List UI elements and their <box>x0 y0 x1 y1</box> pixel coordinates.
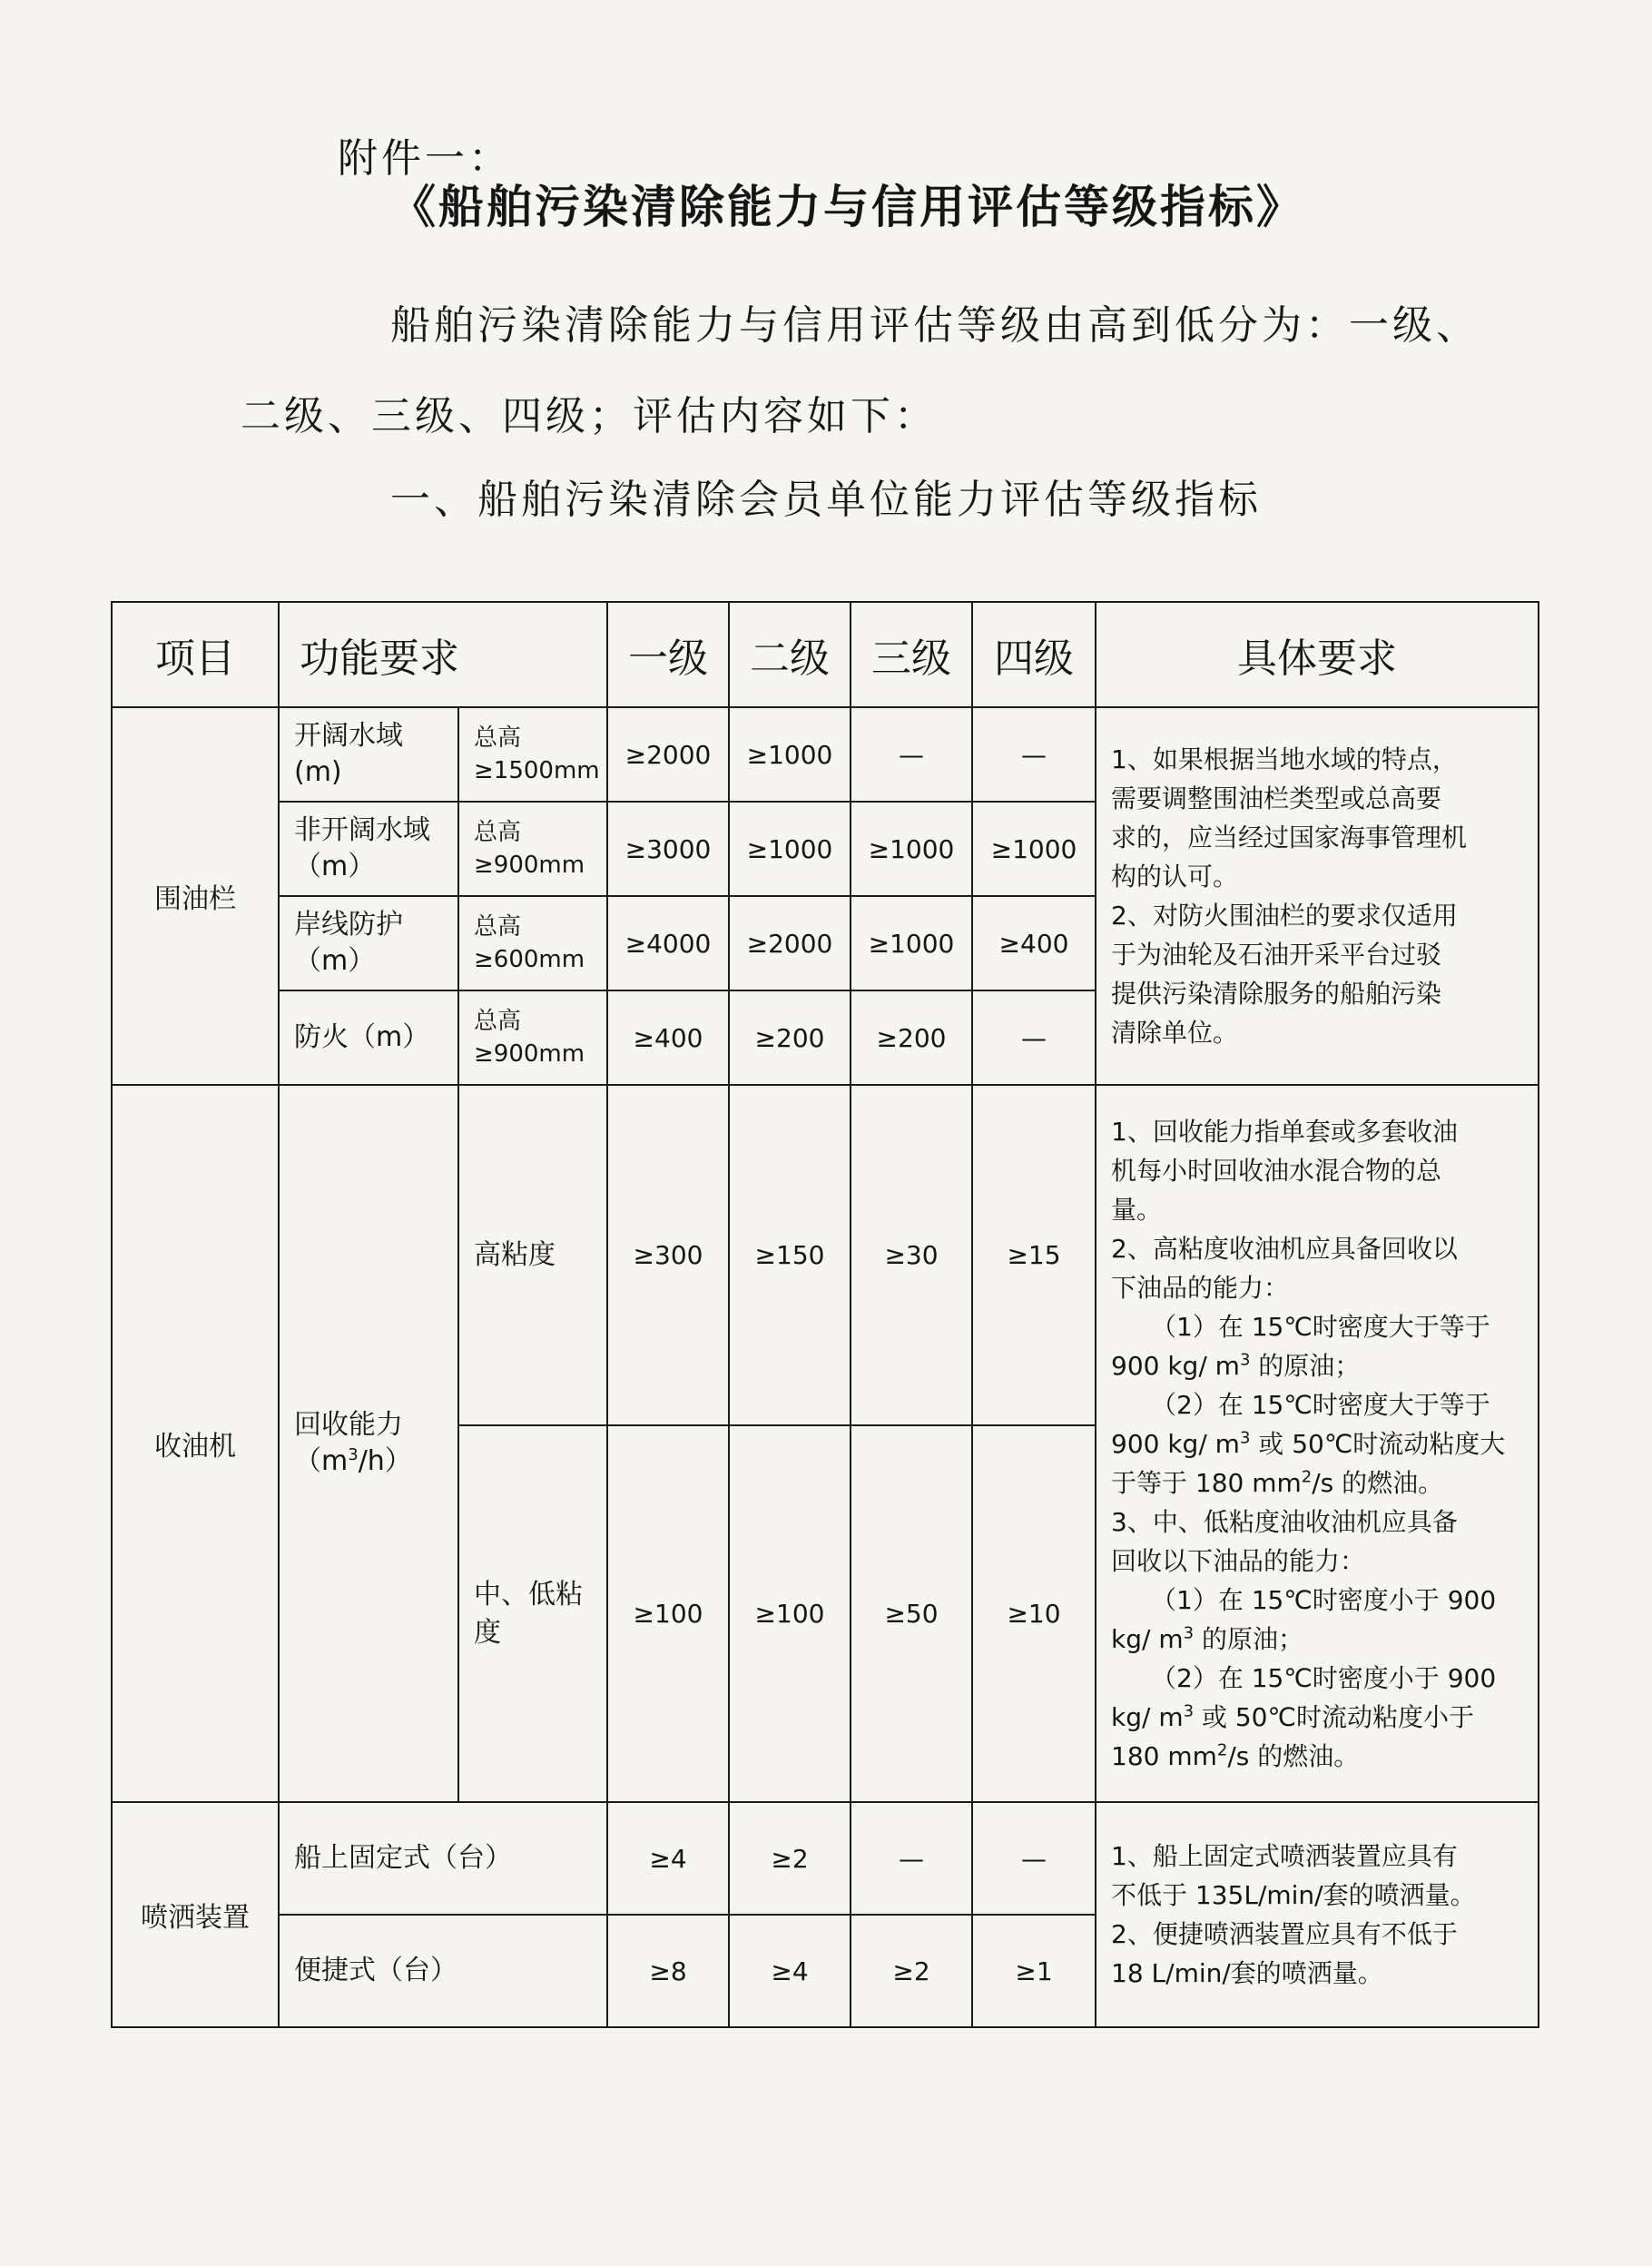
skimmer-requirements: 1、回收能力指单套或多套收油 机每小时回收油水混合物的总 量。 2、高粘度收油机应具备回收以 下油品的能力： （1）在 15℃时密度大于等于 900 kg/ $m^3$ 的原油； （2）在 15℃时密度大于等于 900 kg/ $m^3$ 或 50℃时流动粘度大 于等于 180 $mm^2/s$ 的燃油。 3、中、低粘度油收油机应具备 回收以下油品的能力： （1）在 15℃时密度小于 900 kg/ $m^3$ 的原油； （2）在 15℃时密度小于 900 kg/ $m^3$ 或 50℃时流动粘度小于 180 $mm^2/s$ 的燃油。 <box>1096 1085 1539 1802</box>
sub-cell: 总高 ≥1500mm <box>458 707 607 802</box>
attachment-label: 附件一： <box>338 135 512 182</box>
item-sprayer: 喷洒装置 <box>112 1802 279 2027</box>
header-level-2: 二级 <box>729 602 851 707</box>
header-function: 功能要求 <box>279 602 607 707</box>
value-cell: ≥400 <box>607 990 729 1085</box>
value-cell: ≥200 <box>851 990 972 1085</box>
value-cell: ≥15 <box>972 1085 1096 1425</box>
sub-cell: 中、低粘 度 <box>458 1425 607 1802</box>
value-cell: ≥1 <box>972 1915 1096 2027</box>
value-cell: ≥2 <box>851 1915 972 2027</box>
value-cell: ≥50 <box>851 1425 972 1802</box>
value-cell: ≥4000 <box>607 896 729 990</box>
boom-requirements: 1、如果根据当地水域的特点， 需要调整围油栏类型或总高要 求的，应当经过国家海事管理机 构的认可。 2、对防火围油栏的要求仅适用 于为油轮及石油开采平台过驳 提供污染清除服务的船舶污染 清除单位。 <box>1096 707 1539 1085</box>
value-cell: ≥1000 <box>851 802 972 896</box>
table-row <box>112 707 1539 802</box>
function-cell: 岸线防护 （m） <box>279 896 458 990</box>
function-cell: 便捷式（台） <box>279 1915 607 2027</box>
item-boom: 围油栏 <box>112 707 279 1085</box>
value-cell: — <box>972 990 1096 1085</box>
sub-cell: 总高 ≥900mm <box>458 802 607 896</box>
function-cell: 船上固定式（台） <box>279 1802 607 1915</box>
value-cell: ≥3000 <box>607 802 729 896</box>
header-level-3: 三级 <box>851 602 972 707</box>
header-level-1: 一级 <box>607 602 729 707</box>
function-cell: 回收能力 $(m^3/h)$ <box>279 1085 458 1802</box>
function-cell: 开阔水域 (m) <box>279 707 458 802</box>
section-heading: 一、船舶污染清除会员单位能力评估等级指标 <box>390 477 1262 523</box>
sub-cell: 总高 ≥600mm <box>458 896 607 990</box>
table-header-row <box>112 602 1539 707</box>
value-cell: ≥1000 <box>729 802 851 896</box>
value-cell: — <box>851 1802 972 1915</box>
sub-cell: 总高 ≥900mm <box>458 990 607 1085</box>
intro-line-2: 二级、三级、四级；评估内容如下： <box>241 393 938 439</box>
value-cell: ≥1000 <box>729 707 851 802</box>
value-cell: — <box>972 1802 1096 1915</box>
value-cell: ≥2000 <box>607 707 729 802</box>
value-cell: — <box>972 707 1096 802</box>
function-cell: 非开阔水域 （m） <box>279 802 458 896</box>
header-spec: 具体要求 <box>1096 602 1539 707</box>
value-cell: ≥10 <box>972 1425 1096 1802</box>
document-title: 《船舶污染清除能力与信用评估等级指标》 <box>390 181 1304 233</box>
value-cell: ≥150 <box>729 1085 851 1425</box>
value-cell: ≥1000 <box>972 802 1096 896</box>
value-cell: ≥4 <box>607 1802 729 1915</box>
assessment-table <box>111 601 1539 2028</box>
value-cell: ≥100 <box>729 1425 851 1802</box>
intro-line-1: 船舶污染清除能力与信用评估等级由高到低分为：一级、 <box>390 302 1480 349</box>
value-cell: ≥2 <box>729 1802 851 1915</box>
header-level-4: 四级 <box>972 602 1096 707</box>
value-cell: ≥300 <box>607 1085 729 1425</box>
table-row <box>112 1802 1539 1915</box>
sprayer-requirements: 1、船上固定式喷洒装置应具有 不低于 135L/min/套的喷洒量。 2、便捷喷洒装置应具有不低于 18 L/min/套的喷洒量。 <box>1096 1802 1539 2027</box>
function-cell: 防火（m） <box>279 990 458 1085</box>
value-cell: ≥30 <box>851 1085 972 1425</box>
value-cell: ≥8 <box>607 1915 729 2027</box>
item-skimmer: 收油机 <box>112 1085 279 1802</box>
value-cell: ≥4 <box>729 1915 851 2027</box>
value-cell: ≥1000 <box>851 896 972 990</box>
table-row <box>112 1085 1539 1425</box>
value-cell: — <box>851 707 972 802</box>
value-cell: ≥100 <box>607 1425 729 1802</box>
value-cell: ≥2000 <box>729 896 851 990</box>
sub-cell: 高粘度 <box>458 1085 607 1425</box>
value-cell: ≥200 <box>729 990 851 1085</box>
header-item: 项目 <box>112 602 279 707</box>
value-cell: ≥400 <box>972 896 1096 990</box>
